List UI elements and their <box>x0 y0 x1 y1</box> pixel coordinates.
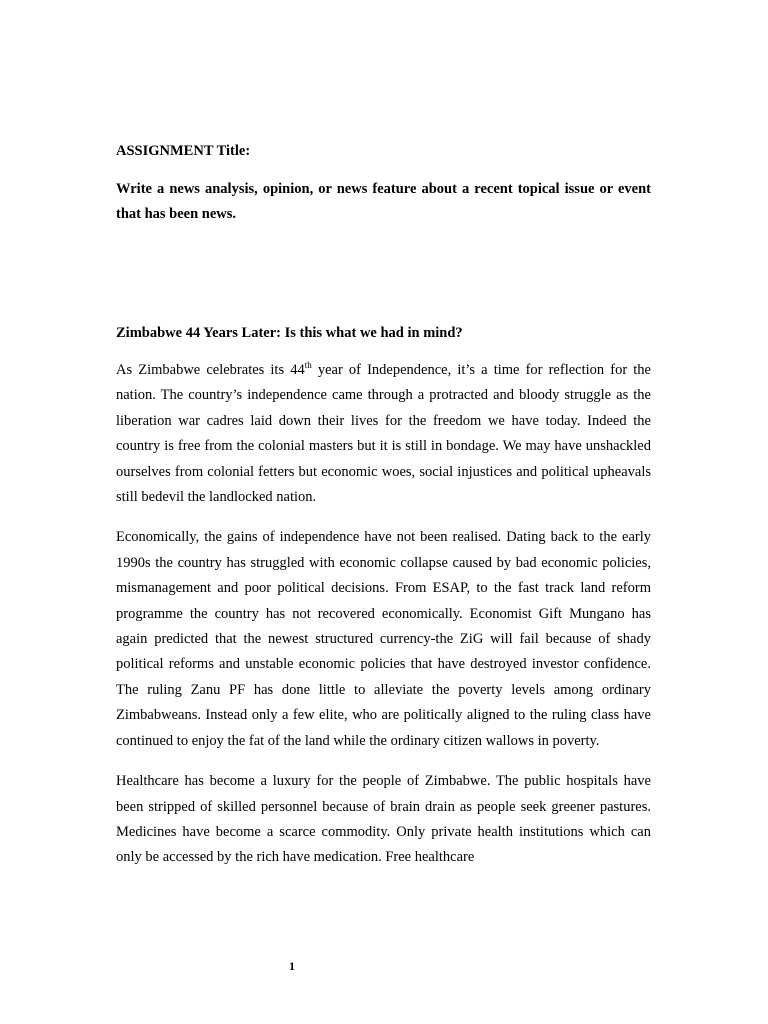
assignment-prompt: Write a news analysis, opinion, or news feature about a recent topical issue or event that has been news. <box>116 181 651 222</box>
page-number: 1 <box>289 959 295 973</box>
ordinal-superscript: th <box>304 360 312 371</box>
document-body <box>116 141 651 871</box>
paragraph-independence <box>116 358 651 510</box>
assignment-title: ASSIGNMENT Title: <box>116 143 251 159</box>
paragraph-text: As Zimbabwe celebrates its 44 <box>116 362 305 378</box>
paragraph-economy: Economically, the gains of independence have not been realised. Dating back to the early 1990s the country has struggled with economic collapse caused by bad economic policies, mismanagement and poor political decisions. From ESAP, to the fast track land reform programme the country has not recovered economically. Economist Gift Mungano has again predicted that the newest structured currency-the ZiG will fail because of shady political reforms and unstable economic policies that have destroyed investor confidence. The ruling Zanu PF has done little to alleviate the poverty levels among ordinary Zimbabweans. Instead only a few elite, who are politically aligned to the ruling class have continued to enjoy the fat of the land while the ordinary citizen wallows in poverty. <box>116 529 651 749</box>
article-title: Zimbabwe 44 Years Later: Is this what we had in mind? <box>116 325 463 341</box>
paragraph-text: year of Independence, it’s a time for reflection for the nation. The country’s independence came through a protracted and bloody struggle as the liberation war cadres laid down their lives for the freedom we have today. Indeed the country is free from the colonial masters but it is still in bondage. We may have unshackled ourselves from colonial fetters but economic woes, social injustices and political upheavals still bedevil the landlocked nation. <box>116 362 651 506</box>
paragraph-healthcare: Healthcare has become a luxury for the people of Zimbabwe. The public hospitals have been stripped of skilled personnel because of brain drain as people seek greener pastures. Medicines have become a scarce commodity. Only private health institutions which can only be accessed by the rich have medication. Free healthcare <box>116 773 651 866</box>
